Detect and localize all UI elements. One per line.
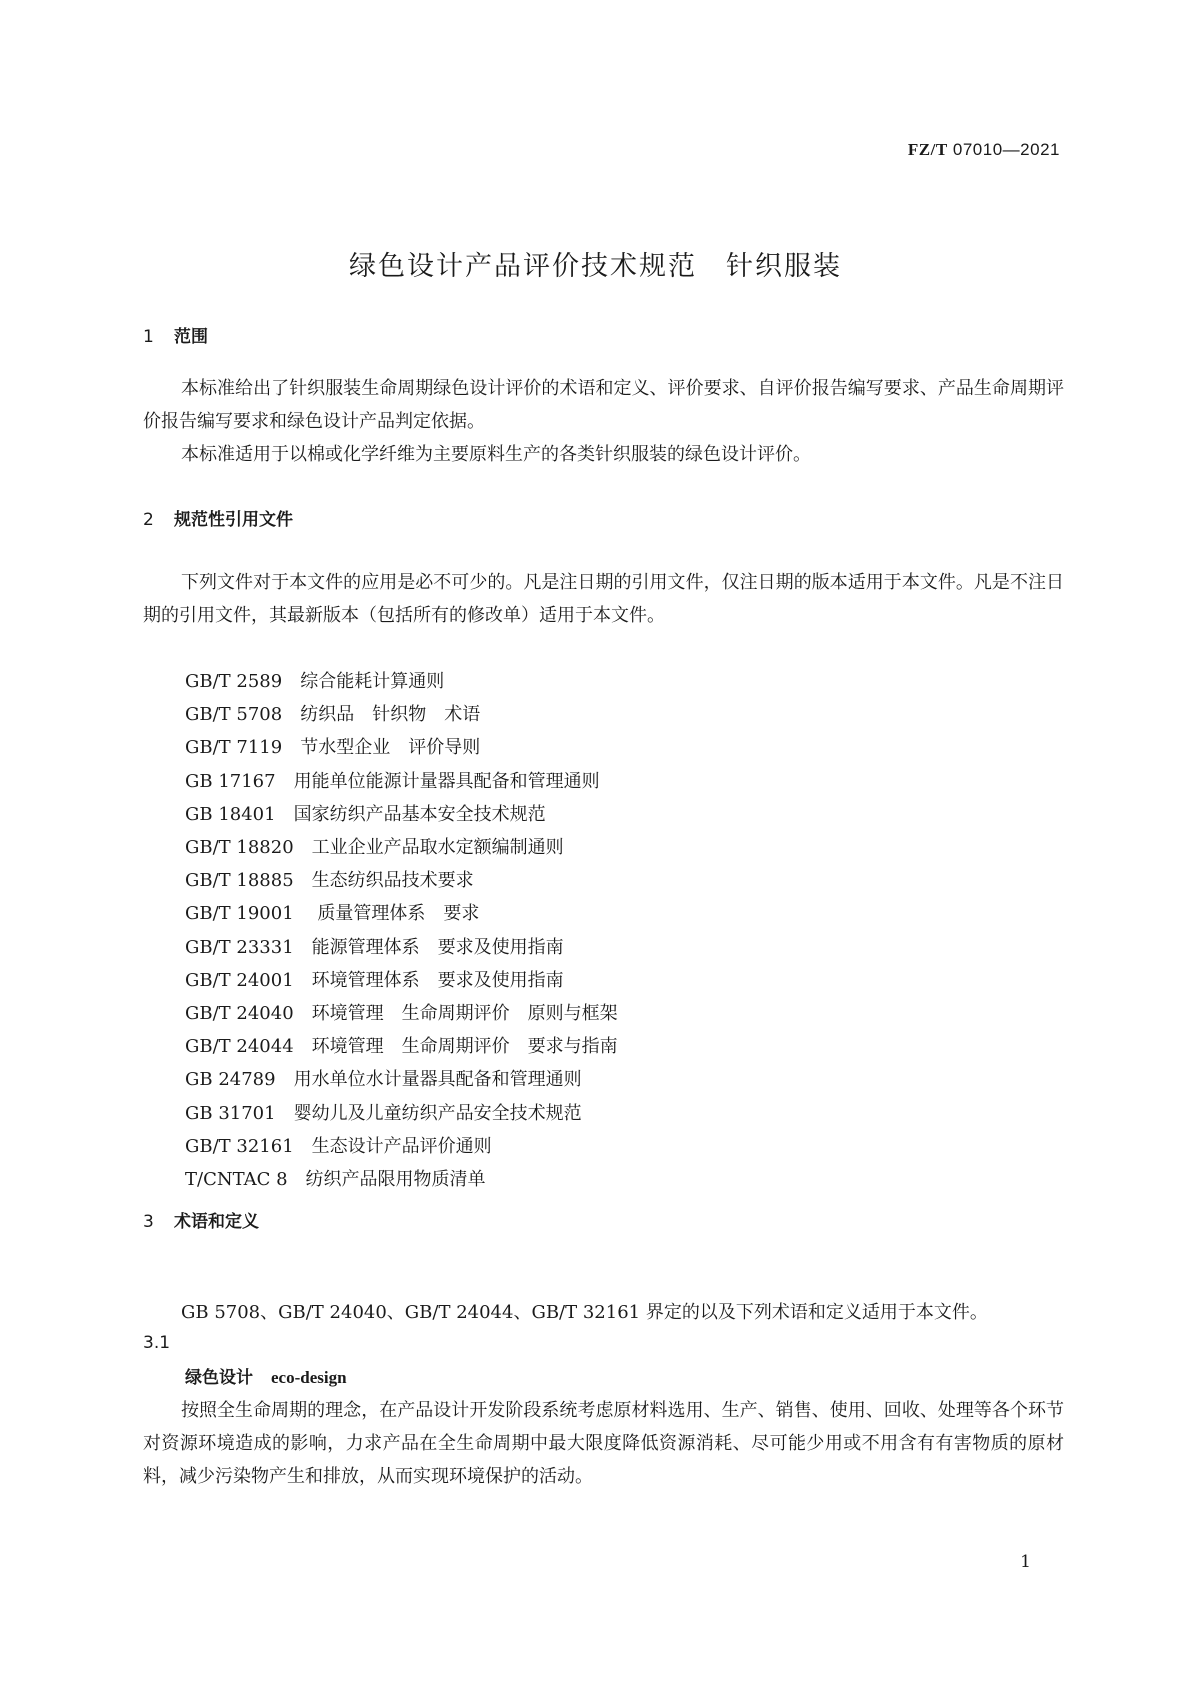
section-1-paragraph-2: 本标准适用于以棉或化学纤维为主要原料生产的各类针织服装的绿色设计评价。	[181, 444, 811, 465]
term-english: eco-design	[271, 1368, 347, 1387]
reference-item: GB/T 32161 生态设计产品评价通则	[185, 1135, 492, 1157]
reference-item: GB 31701 婴幼儿及儿童纺织产品安全技术规范	[185, 1102, 582, 1124]
term-chinese: 绿色设计	[185, 1368, 253, 1388]
section-3-heading	[143, 1207, 259, 1232]
reference-item: GB 24789 用水单位水计量器具配备和管理通则	[185, 1069, 582, 1091]
section-1-number: 1	[143, 327, 154, 347]
section-2-number: 2	[143, 510, 154, 530]
standard-code-number: 07010—2021	[947, 140, 1060, 159]
reference-item: GB/T 23331 能源管理体系 要求及使用指南	[185, 936, 564, 958]
term-definition: 按照全生命周期的理念，在产品设计开发阶段系统考虑原材料选用、生产、销售、使用、回收、处理等各个环节对资源环境造成的影响，力求产品在全生命周期中最大限度降低资源消耗、尽可能少用或不用含有有害物质的原材料，减少污染物产生和排放，从而实现环境保护的活动。	[143, 1400, 1064, 1487]
subsection-3-1-number: 3.1	[143, 1333, 171, 1353]
standard-code	[908, 140, 1060, 160]
reference-item: GB/T 7119 节水型企业 评价导则	[185, 737, 481, 759]
normative-reference-list	[185, 665, 618, 1196]
section-3-paragraph-1: GB 5708、GB/T 24040、GB/T 24044、GB/T 32161 界定的以及下列术语和定义适用于本文件。	[181, 1302, 988, 1323]
section-3-title: 术语和定义	[174, 1212, 259, 1232]
reference-item: T/CNTAC 8 纺织产品限用物质清单	[185, 1169, 486, 1191]
section-2-paragraph-1: 下列文件对于本文件的应用是必不可少的。凡是注日期的引用文件，仅注日期的版本适用于本文件。凡是不注日期的引用文件，其最新版本（包括所有的修改单）适用于本文件。	[143, 572, 1064, 626]
section-2-title: 规范性引用文件	[174, 510, 293, 530]
section-1-heading	[143, 322, 208, 347]
reference-item: GB/T 18820 工业企业产品取水定额编制通则	[185, 837, 564, 859]
reference-item: GB 18401 国家纺织产品基本安全技术规范	[185, 803, 546, 825]
reference-item: GB/T 18885 生态纺织品技术要求	[185, 870, 474, 892]
term-entry	[185, 1363, 347, 1388]
section-1-title: 范围	[174, 327, 208, 347]
standard-code-prefix: FZ/T	[907, 140, 948, 159]
reference-item: GB/T 24044 环境管理 生命周期评价 要求与指南	[185, 1036, 618, 1058]
page-number: 1	[1020, 1552, 1031, 1572]
document-title: 绿色设计产品评价技术规范 针织服装	[349, 251, 842, 282]
reference-item: GB 17167 用能单位能源计量器具配备和管理通则	[185, 770, 600, 792]
reference-item: GB/T 24040 环境管理 生命周期评价 原则与框架	[185, 1003, 618, 1025]
section-2-heading	[143, 505, 293, 530]
section-3-number: 3	[143, 1212, 154, 1232]
reference-item: GB/T 24001 环境管理体系 要求及使用指南	[185, 969, 564, 991]
reference-item: GB/T 2589 综合能耗计算通则	[185, 671, 445, 692]
section-1-paragraph-1: 本标准给出了针织服装生命周期绿色设计评价的术语和定义、评价要求、自评价报告编写要求、产品生命周期评价报告编写要求和绿色设计产品判定依据。	[143, 378, 1064, 432]
reference-item: GB/T 19001 质量管理体系 要求	[185, 903, 480, 925]
reference-item: GB/T 5708 纺织品 针织物 术语	[185, 704, 481, 726]
